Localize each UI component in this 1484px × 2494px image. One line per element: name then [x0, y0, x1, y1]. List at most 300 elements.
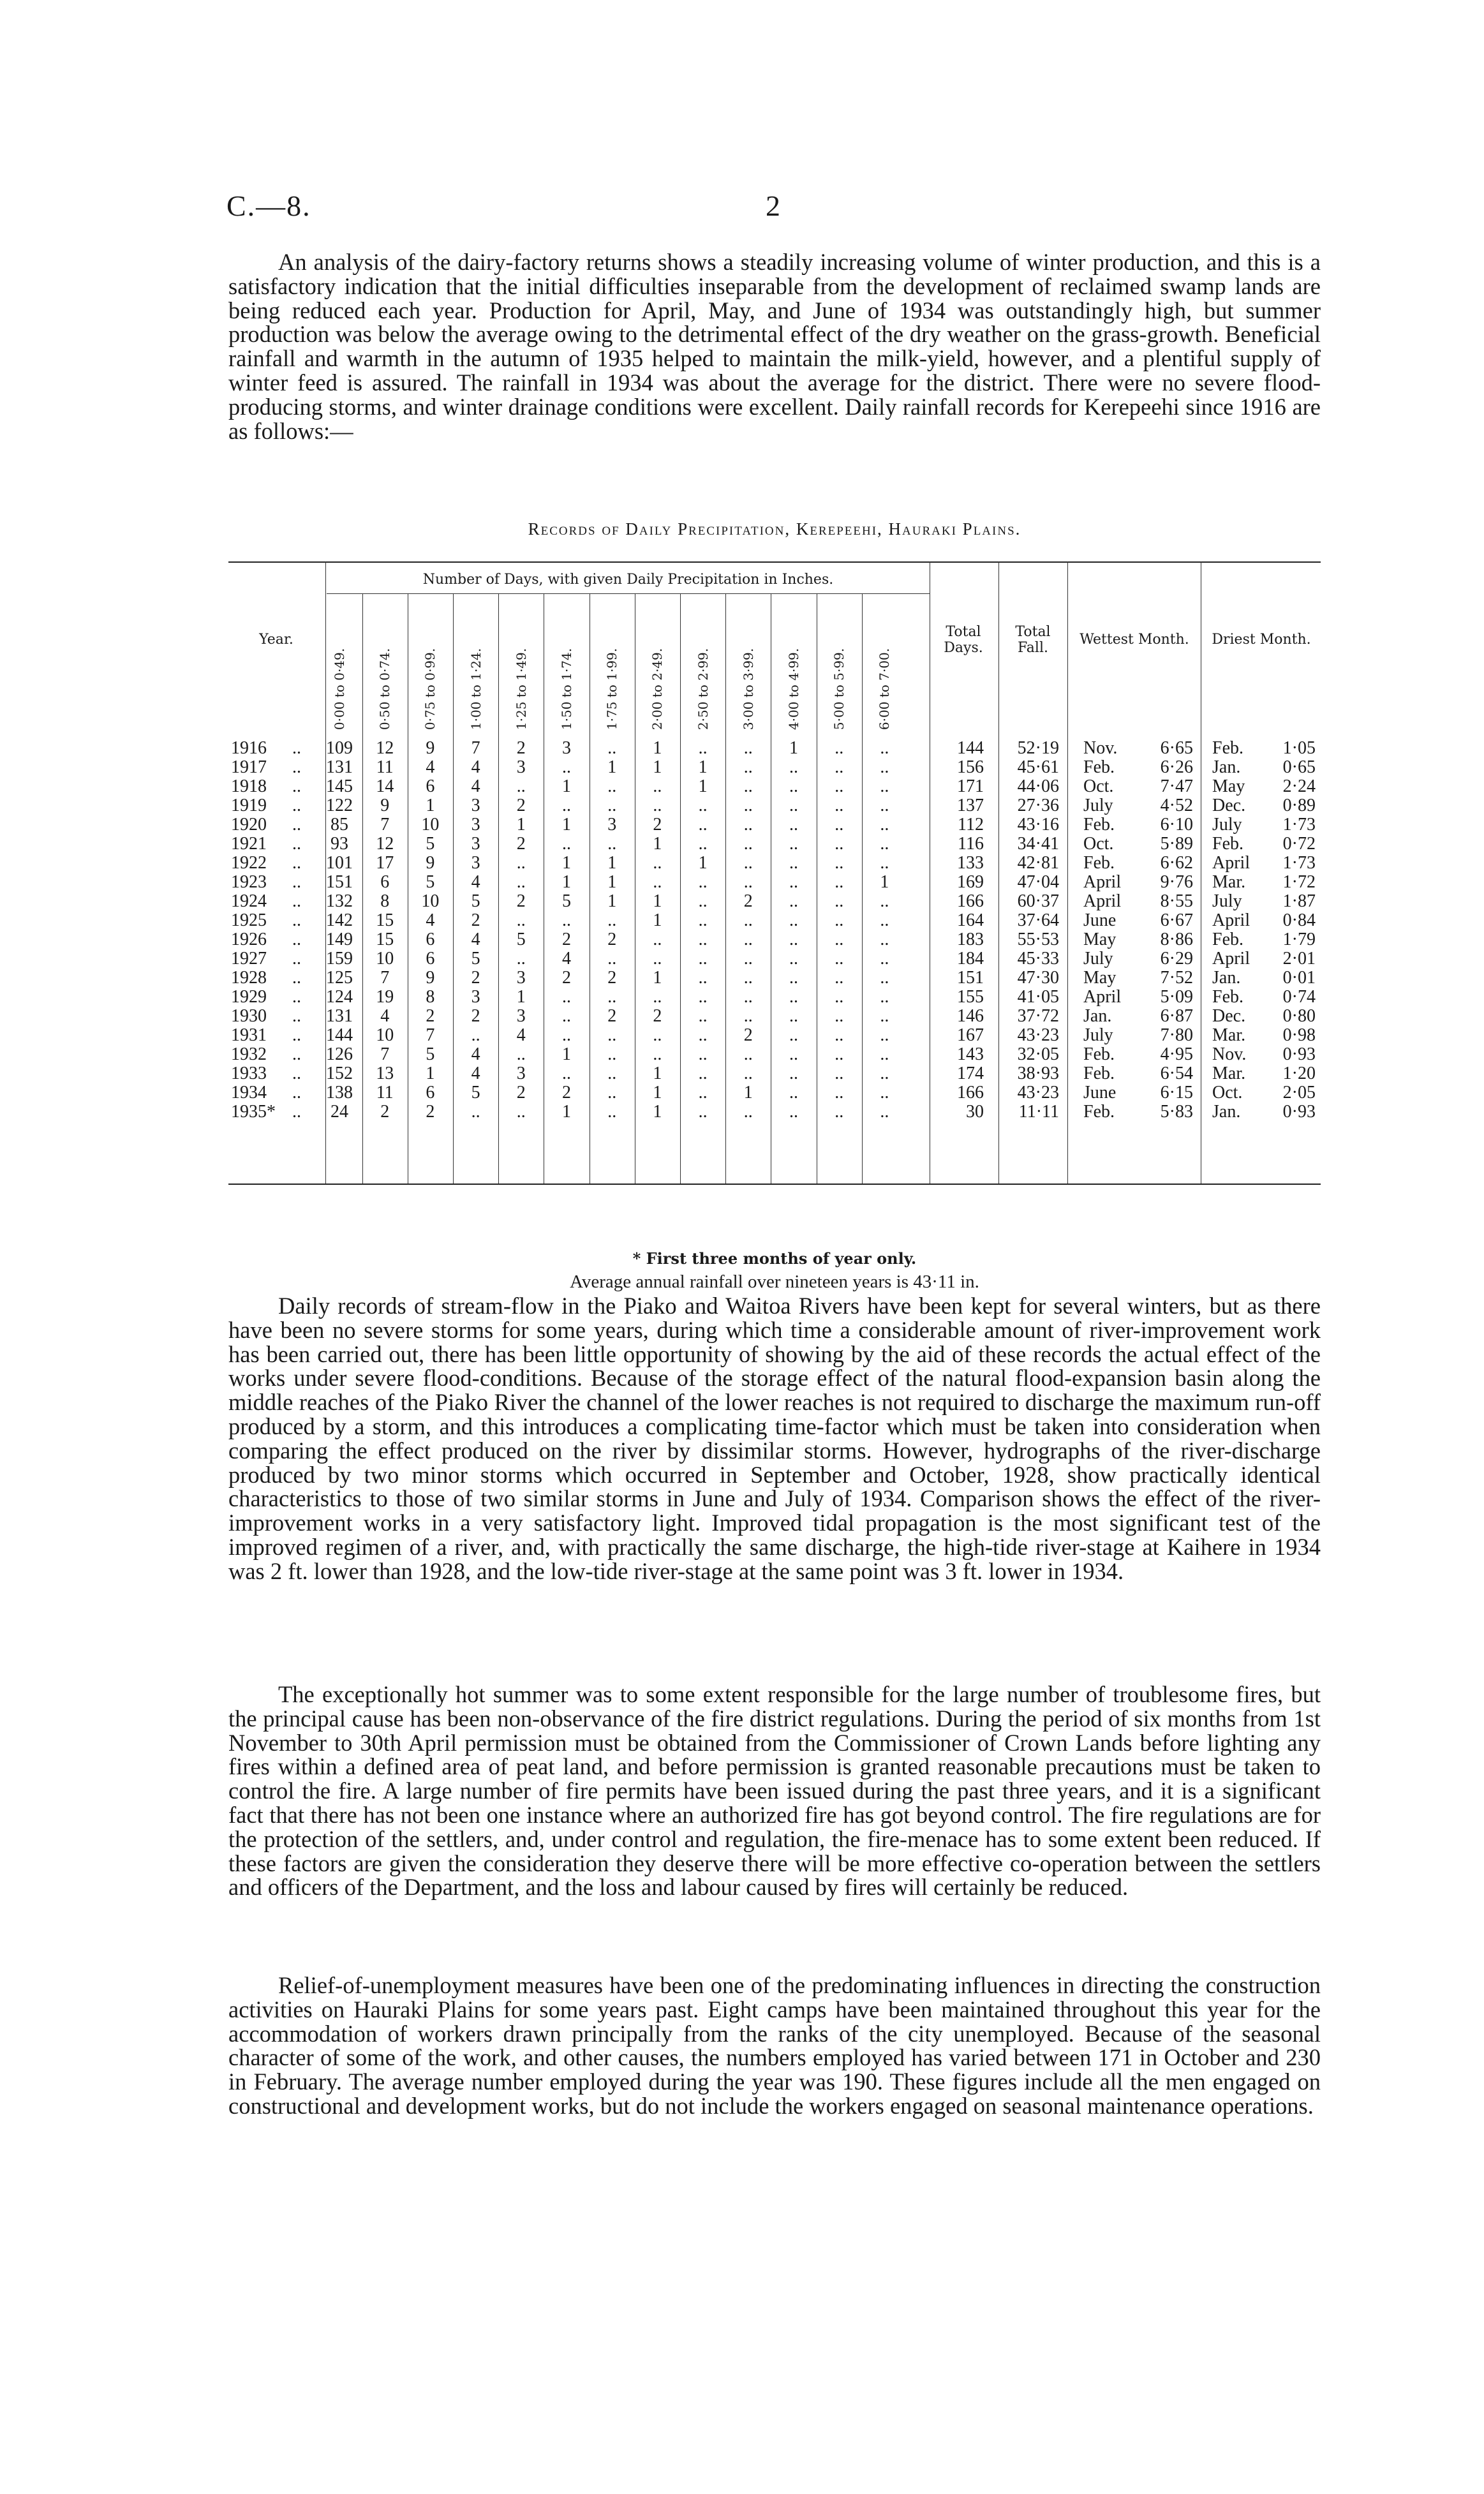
bin-count-cell: 3 [471, 987, 480, 1007]
bin-count-cell: .. [880, 1006, 889, 1026]
wettest-value-cell: 8·55 [1160, 891, 1193, 911]
driest-month-cell: Feb. [1212, 987, 1243, 1007]
total-days-cell: 183 [957, 930, 984, 949]
total-days-cell: 171 [957, 776, 984, 796]
bin-count-cell: .. [789, 776, 798, 796]
total-fall-cell: 32·05 [1017, 1044, 1059, 1064]
bin-count-cell: .. [743, 757, 753, 777]
total-fall-cell: 43·23 [1017, 1025, 1059, 1045]
year-cell: 1928 [231, 968, 267, 988]
total-days-header: Total Days. [944, 624, 983, 656]
wettest-month-cell: April [1083, 872, 1122, 892]
bin-count-cell: .. [835, 1025, 844, 1045]
bin-count-cell: 2 [516, 738, 526, 758]
bin-count-cell: .. [471, 1025, 480, 1045]
year-cell: 1922 [231, 853, 267, 873]
bin-header-label: 2·00 to 2·49. [649, 648, 665, 731]
bin-count-cell: .. [653, 949, 662, 969]
wettest-month-cell: Oct. [1083, 776, 1114, 796]
driest-value-cell: 0·65 [1282, 757, 1316, 777]
bin-count-cell: 6 [380, 872, 390, 892]
year-cell: 1934 [231, 1083, 267, 1102]
bin-count-cell: 93 [330, 834, 348, 854]
bin-count-cell: .. [835, 834, 844, 854]
bin-count-cell: 5 [471, 891, 480, 911]
year-leader: .. [292, 968, 301, 988]
bin-count-cell: .. [789, 815, 798, 835]
year-leader: .. [292, 891, 301, 911]
driest-month-cell: July [1212, 891, 1242, 911]
bin-count-cell: .. [562, 1025, 571, 1045]
total-days-cell: 167 [957, 1025, 984, 1045]
year-leader: .. [292, 815, 301, 835]
bin-count-cell: 1 [607, 853, 617, 873]
year-cell: 1918 [231, 776, 267, 796]
bin-count-cell: 1 [653, 757, 662, 777]
table-row [228, 969, 1321, 988]
driest-value-cell: 0·01 [1282, 968, 1316, 988]
bin-count-cell: 2 [562, 930, 571, 949]
paragraph-unemployment-relief: Relief-of-unemployment measures have been one of the predominating influences in directing the construction activities on Hauraki Plains for some years past. Eight camps have been maintained throughout this year for the accommodation of workers drawn principally from the ranks of the city unemployed. Because of the seasonal character of some of the work, and other causes, the numbers employed has varied between 171 in October and 230 in February. The average number employed during the year was 190. These figures include all the men engaged on constructional and development works, but do not include the workers engaged on seasonal maintenance operations. [228, 1972, 1321, 2119]
bin-count-cell: 1 [698, 776, 708, 796]
bin-count-cell: .. [607, 1102, 617, 1122]
wettest-value-cell: 6·54 [1160, 1064, 1193, 1083]
bin-count-cell: .. [880, 1025, 889, 1045]
bin-count-cell: 2 [516, 834, 526, 854]
table-row [228, 892, 1321, 911]
driest-value-cell: 0·93 [1282, 1102, 1316, 1122]
bin-count-cell: 19 [376, 987, 394, 1007]
bin-count-cell: .. [835, 796, 844, 815]
table-row [228, 1064, 1321, 1083]
bin-count-cell: .. [880, 930, 889, 949]
table-top-rule [228, 561, 1321, 563]
bin-count-cell: 1 [516, 815, 526, 835]
driest-month-cell: Jan. [1212, 968, 1241, 988]
bin-count-cell: 101 [326, 853, 353, 873]
bin-count-cell: 144 [326, 1025, 353, 1045]
total-days-cell: 112 [958, 815, 984, 835]
bin-count-cell: .. [698, 1064, 708, 1083]
bin-count-cell: 3 [471, 796, 480, 815]
driest-value-cell: 1·05 [1282, 738, 1316, 758]
wettest-month-cell: Feb. [1083, 853, 1115, 873]
table-row [228, 739, 1321, 758]
driest-value-cell: 2·01 [1282, 949, 1316, 969]
bin-header-label: 6·00 to 7·00. [877, 648, 893, 731]
total-fall-cell: 41·05 [1017, 987, 1059, 1007]
bin-count-cell: .. [698, 930, 708, 949]
year-cell: 1916 [231, 738, 267, 758]
bin-count-cell: .. [653, 1044, 662, 1064]
driest-value-cell: 2·05 [1282, 1083, 1316, 1102]
bin-count-cell: 126 [326, 1044, 353, 1064]
bin-count-cell: 1 [653, 1064, 662, 1083]
table-row [228, 911, 1321, 930]
bin-count-cell: 1 [607, 872, 617, 892]
total-fall-cell: 60·37 [1017, 891, 1059, 911]
driest-month-cell: Oct. [1212, 1083, 1243, 1102]
bin-count-cell: .. [607, 1083, 617, 1102]
wettest-month-cell: April [1083, 891, 1122, 911]
year-header: Year. [259, 632, 293, 648]
bin-count-cell: .. [653, 930, 662, 949]
bin-count-cell: .. [789, 910, 798, 930]
bin-count-cell: .. [835, 930, 844, 949]
wettest-value-cell: 6·62 [1160, 853, 1193, 873]
wettest-month-cell: June [1083, 1083, 1117, 1102]
bin-count-cell: .. [789, 796, 798, 815]
table-row [228, 777, 1321, 796]
table-row [228, 796, 1321, 815]
table-body [228, 739, 1321, 1122]
total-days-cell: 156 [957, 757, 984, 777]
bin-count-cell: 1 [562, 853, 571, 873]
year-leader: .. [292, 757, 301, 777]
bin-count-cell: 9 [426, 738, 435, 758]
bin-count-cell: 7 [380, 968, 390, 988]
bin-header-label: 4·00 to 4·99. [786, 648, 801, 731]
bin-header-label: 3·00 to 3·99. [740, 648, 756, 731]
total-days-cell: 164 [957, 910, 984, 930]
page-number: 2 [766, 189, 780, 222]
total-fall-cell: 55·53 [1017, 930, 1059, 949]
bin-count-cell: 10 [376, 1025, 394, 1045]
bin-header-label: 0·50 to 0·74. [377, 648, 393, 731]
bin-count-cell: .. [607, 738, 617, 758]
year-cell: 1917 [231, 757, 267, 777]
driest-month-cell: Feb. [1212, 930, 1243, 949]
bin-count-cell: 6 [426, 930, 435, 949]
bin-header-label: 1·00 to 1·24. [468, 648, 484, 731]
bin-count-cell: .. [607, 834, 617, 854]
driest-month-cell: Nov. [1212, 1044, 1247, 1064]
bin-count-cell: 4 [380, 1006, 390, 1026]
year-leader: .. [292, 796, 301, 815]
bin-count-cell: .. [516, 949, 526, 969]
bin-count-cell: .. [653, 776, 662, 796]
wettest-value-cell: 5·83 [1160, 1102, 1193, 1122]
bin-count-cell: .. [698, 968, 708, 988]
wettest-month-cell: Jan. [1083, 1006, 1112, 1026]
bin-count-cell: .. [835, 1044, 844, 1064]
year-cell: 1931 [231, 1025, 267, 1045]
bin-count-cell: 10 [421, 891, 440, 911]
bin-count-cell: 149 [326, 930, 353, 949]
bin-count-cell: 131 [326, 1006, 353, 1026]
year-leader: .. [292, 930, 301, 949]
bin-count-cell: .. [743, 738, 753, 758]
bin-count-cell: 7 [380, 815, 390, 835]
bin-count-cell: 1 [653, 834, 662, 854]
bin-count-cell: .. [698, 1083, 708, 1102]
bin-count-cell: 4 [471, 1044, 480, 1064]
wettest-value-cell: 5·09 [1160, 987, 1193, 1007]
bin-count-cell: .. [562, 757, 571, 777]
bin-count-cell: .. [743, 1044, 753, 1064]
bin-count-cell: 85 [330, 815, 348, 835]
bin-count-cell: 1 [743, 1083, 753, 1102]
bin-count-cell: .. [835, 1006, 844, 1026]
year-cell: 1924 [231, 891, 267, 911]
bin-count-cell: 1 [653, 891, 662, 911]
group-header: Number of Days, with given Daily Precipitation in Inches. [422, 572, 834, 588]
bin-count-cell: 151 [326, 872, 353, 892]
bin-count-cell: .. [880, 776, 889, 796]
bin-count-cell: .. [698, 796, 708, 815]
paragraph-dairy-production: An analysis of the dairy-factory returns shows a steadily increasing volume of winter production, and this is a satisfactory indication that the initial difficulties inseparable from the development of reclaimed swamp lands are being reduced each year. Production for April, May, and June of 1934 was outstandingly high, but summer production was below the average owing to the detrimental effect of the dry weather on the grass-growth. Beneficial rainfall and warmth in the autumn of 1935 helped to maintain the milk-yield, however, and a plentiful supply of winter feed is assured. The rainfall in 1934 was about the average for the district. There were no severe flood-producing storms, and winter drainage conditions were excellent. Daily rainfall records for Kerepeehi since 1916 are as follows:— [228, 249, 1321, 444]
bin-count-cell: 6 [426, 776, 435, 796]
bin-count-cell: 3 [516, 1006, 526, 1026]
wettest-month-cell: July [1083, 949, 1113, 969]
bin-count-cell: 4 [516, 1025, 526, 1045]
bin-count-cell: .. [880, 1044, 889, 1064]
bin-count-cell: 1 [698, 757, 708, 777]
wettest-month-cell: April [1083, 987, 1122, 1007]
table-row [228, 873, 1321, 892]
bin-count-cell: .. [789, 757, 798, 777]
driest-value-cell: 1·73 [1282, 853, 1316, 873]
bin-count-cell: 1 [426, 1064, 435, 1083]
driest-month-cell: Mar. [1212, 1025, 1246, 1045]
total-days-cell: 30 [966, 1102, 984, 1122]
driest-value-cell: 1·72 [1282, 872, 1316, 892]
bin-count-cell: .. [562, 1064, 571, 1083]
table-row [228, 1007, 1321, 1026]
year-leader: .. [292, 1102, 301, 1122]
bin-count-cell: 2 [607, 1006, 617, 1026]
driest-value-cell: 0·74 [1282, 987, 1316, 1007]
bin-count-cell: .. [835, 815, 844, 835]
bin-count-cell: 4 [471, 757, 480, 777]
bin-count-cell: .. [835, 1083, 844, 1102]
bin-count-cell: .. [789, 1083, 798, 1102]
bin-count-cell: 3 [516, 968, 526, 988]
bin-count-cell: .. [743, 1102, 753, 1122]
bin-count-cell: .. [743, 872, 753, 892]
driest-value-cell: 0·84 [1282, 910, 1316, 930]
bin-count-cell: 1 [516, 987, 526, 1007]
driest-month-cell: April [1212, 949, 1250, 969]
bin-count-cell: 2 [562, 968, 571, 988]
bin-count-cell: .. [880, 949, 889, 969]
table-row [228, 1083, 1321, 1102]
bin-count-cell: .. [743, 834, 753, 854]
bin-count-cell: .. [698, 1044, 708, 1064]
wettest-value-cell: 5·89 [1160, 834, 1193, 854]
bin-count-cell: 6 [426, 949, 435, 969]
bin-count-cell: 1 [653, 1102, 662, 1122]
wettest-month-cell: Feb. [1083, 1044, 1115, 1064]
bin-count-cell: .. [789, 1044, 798, 1064]
bin-count-cell: .. [743, 968, 753, 988]
table-bottom-rule [228, 1184, 1321, 1185]
bin-count-cell: .. [743, 776, 753, 796]
bin-count-cell: 2 [653, 1006, 662, 1026]
year-leader: .. [292, 910, 301, 930]
driest-value-cell: 0·72 [1282, 834, 1316, 854]
year-cell: 1935* [231, 1102, 276, 1122]
bin-count-cell: .. [698, 1102, 708, 1122]
bin-count-cell: 2 [743, 1025, 753, 1045]
bin-count-cell: .. [789, 949, 798, 969]
bin-count-cell: .. [698, 834, 708, 854]
bin-count-cell: .. [835, 1102, 844, 1122]
bin-count-cell: .. [607, 1025, 617, 1045]
bin-count-cell: .. [835, 738, 844, 758]
bin-count-cell: 10 [376, 949, 394, 969]
bin-count-cell: 138 [326, 1083, 353, 1102]
year-leader: .. [292, 949, 301, 969]
bin-count-cell: 24 [330, 1102, 348, 1122]
bin-count-cell: .. [880, 891, 889, 911]
bin-count-cell: 1 [880, 872, 889, 892]
table-row [228, 835, 1321, 854]
bin-count-cell: 3 [471, 834, 480, 854]
bin-count-cell: 5 [471, 1083, 480, 1102]
paragraph-fires: The exceptionally hot summer was to some extent responsible for the large number of troublesome fires, but the principal cause has been non-observance of the fire district regulations. During the period of six months from 1st November to 30th April permission must be obtained from the Commissioner of Crown Lands before lighting any fires within a defined area of peat land, and before permission is granted reasonable precautions must be taken to control the fire. A large number of fire permits have been issued during the past three years, and it is a significant fact that there has not been one instance where an authorized fire has got beyond control. The fire regulations are for the protection of the settlers, and, under control and regulation, the fire-menace has to some extent been reduced. If these factors are given the consideration they deserve there will be more effective co-operation between the settlers and officers of the Department, and the loss and labour caused by fires will certainly be reduced. [228, 1681, 1321, 1901]
bin-count-cell: .. [743, 1064, 753, 1083]
driest-month-cell: April [1212, 910, 1250, 930]
total-fall-cell: 37·72 [1017, 1006, 1059, 1026]
bin-count-cell: .. [743, 949, 753, 969]
year-leader: .. [292, 987, 301, 1007]
bin-count-cell: 4 [562, 949, 571, 969]
bin-count-cell: .. [516, 1102, 526, 1122]
bin-count-cell: .. [789, 1006, 798, 1026]
bin-count-cell: .. [653, 872, 662, 892]
bin-count-cell: .. [743, 910, 753, 930]
bin-count-cell: 4 [426, 910, 435, 930]
bin-count-cell: 1 [653, 738, 662, 758]
bin-count-cell: .. [835, 987, 844, 1007]
bin-count-cell: .. [698, 1025, 708, 1045]
bin-count-cell: 1 [562, 872, 571, 892]
driest-value-cell: 0·93 [1282, 1044, 1316, 1064]
bin-count-cell: 11 [376, 757, 394, 777]
wettest-month-cell: May [1083, 968, 1117, 988]
bin-count-cell: .. [835, 853, 844, 873]
total-days-cell: 151 [957, 968, 984, 988]
bin-count-cell: .. [789, 968, 798, 988]
driest-value-cell: 0·98 [1282, 1025, 1316, 1045]
bin-count-cell: 2 [516, 796, 526, 815]
total-fall-cell: 45·61 [1017, 757, 1059, 777]
bin-count-cell: 8 [426, 987, 435, 1007]
bin-count-cell: .. [835, 757, 844, 777]
wettest-value-cell: 9·76 [1160, 872, 1193, 892]
bin-count-cell: .. [835, 872, 844, 892]
bin-count-cell: 1 [607, 891, 617, 911]
bin-count-cell: 12 [376, 738, 394, 758]
total-fall-cell: 47·04 [1017, 872, 1059, 892]
bin-count-cell: .. [653, 796, 662, 815]
driest-value-cell: 0·89 [1282, 796, 1316, 815]
total-days-cell: 166 [957, 1083, 984, 1102]
wettest-month-cell: Feb. [1083, 815, 1115, 835]
bin-count-cell: .. [562, 796, 571, 815]
bin-count-cell: .. [880, 757, 889, 777]
year-leader: .. [292, 1064, 301, 1083]
bin-count-cell: .. [562, 834, 571, 854]
bin-count-cell: .. [607, 987, 617, 1007]
bin-count-cell: 9 [426, 968, 435, 988]
year-leader: .. [292, 1083, 301, 1102]
total-days-cell: 144 [957, 738, 984, 758]
driest-month-cell: Dec. [1212, 1006, 1246, 1026]
bin-count-cell: 6 [426, 1083, 435, 1102]
bin-count-cell: .. [789, 987, 798, 1007]
total-days-cell: 174 [957, 1064, 984, 1083]
wettest-value-cell: 6·15 [1160, 1083, 1193, 1102]
driest-month-cell: Dec. [1212, 796, 1246, 815]
bin-count-cell: 13 [376, 1064, 394, 1083]
bin-count-cell: .. [471, 1102, 480, 1122]
bin-count-cell: .. [698, 872, 708, 892]
total-days-cell: 166 [957, 891, 984, 911]
wettest-value-cell: 6·65 [1160, 738, 1193, 758]
bin-count-cell: .. [880, 987, 889, 1007]
bin-count-cell: .. [698, 738, 708, 758]
bin-count-cell: 3 [516, 757, 526, 777]
wettest-value-cell: 6·26 [1160, 757, 1193, 777]
bin-count-cell: 8 [380, 891, 390, 911]
bin-count-cell: .. [653, 1025, 662, 1045]
wettest-month-cell: Nov. [1083, 738, 1118, 758]
bin-count-cell: 2 [607, 968, 617, 988]
bin-count-cell: .. [607, 1064, 617, 1083]
bin-count-cell: 3 [562, 738, 571, 758]
average-rainfall-note: Average annual rainfall over nineteen years is 43·11 in. [570, 1272, 979, 1292]
bin-count-cell: 1 [562, 1044, 571, 1064]
year-cell: 1925 [231, 910, 267, 930]
bin-count-cell: 2 [516, 1083, 526, 1102]
bin-count-cell: .. [880, 796, 889, 815]
bin-count-cell: 15 [376, 910, 394, 930]
bin-count-cell: 131 [326, 757, 353, 777]
bin-count-cell: 2 [562, 1083, 571, 1102]
total-fall-cell: 43·16 [1017, 815, 1059, 835]
wettest-value-cell: 6·87 [1160, 1006, 1193, 1026]
bin-count-cell: .. [516, 1044, 526, 1064]
bin-count-cell: .. [698, 1006, 708, 1026]
driest-month-cell: Mar. [1212, 1064, 1246, 1083]
bin-count-cell: .. [880, 853, 889, 873]
total-days-cell: 184 [957, 949, 984, 969]
driest-value-cell: 0·80 [1282, 1006, 1316, 1026]
wettest-month-cell: Feb. [1083, 757, 1115, 777]
bin-count-cell: 7 [380, 1044, 390, 1064]
total-fall-cell: 43·23 [1017, 1083, 1059, 1102]
bin-count-cell: .. [880, 834, 889, 854]
bin-count-cell: 125 [326, 968, 353, 988]
bin-header-label: 5·00 to 5·99. [831, 648, 847, 731]
bin-count-cell: 5 [426, 872, 435, 892]
bin-count-cell: .. [789, 1064, 798, 1083]
bin-count-cell: .. [698, 891, 708, 911]
total-fall-cell: 47·30 [1017, 968, 1059, 988]
year-cell: 1933 [231, 1064, 267, 1083]
wettest-value-cell: 6·29 [1160, 949, 1193, 969]
bin-count-cell: .. [516, 872, 526, 892]
driest-value-cell: 1·79 [1282, 930, 1316, 949]
wettest-month-cell: Oct. [1083, 834, 1114, 854]
wettest-month-header: Wettest Month. [1080, 632, 1189, 648]
wettest-value-cell: 8·86 [1160, 930, 1193, 949]
bin-count-cell: 1 [653, 1083, 662, 1102]
driest-value-cell: 1·87 [1282, 891, 1316, 911]
bin-count-cell: .. [607, 1044, 617, 1064]
